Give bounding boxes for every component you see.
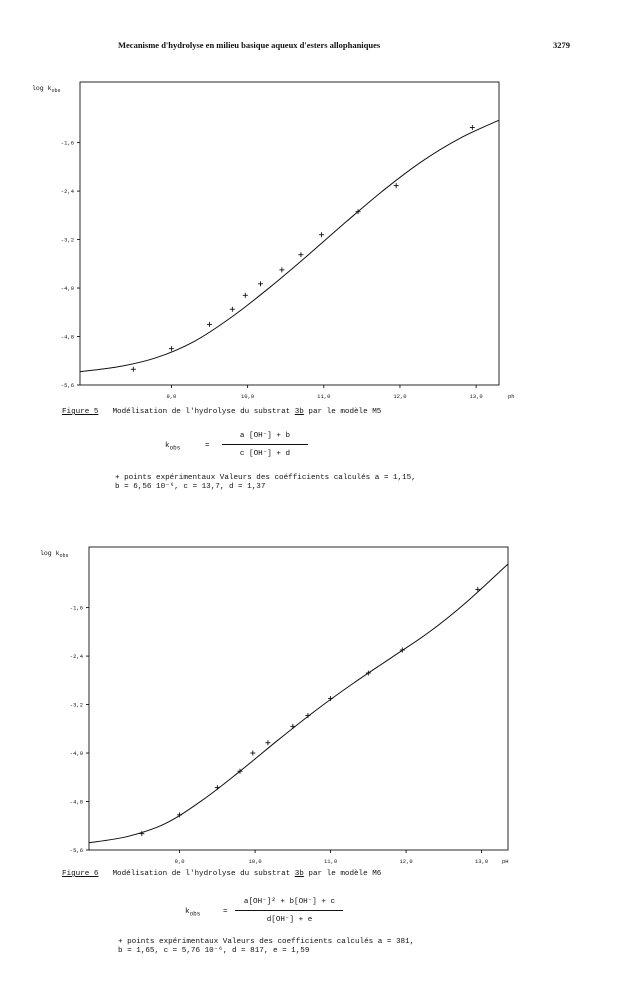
- data-point: [169, 346, 174, 351]
- figure-5-chart: [30, 80, 520, 410]
- fraction-bar: [235, 910, 343, 911]
- y-axis-label-main: log k: [40, 550, 60, 557]
- formula-k: k: [185, 908, 190, 916]
- x-tick-label: 10,0: [248, 858, 262, 865]
- x-tick-label: 11,0: [323, 858, 338, 865]
- caption-model: par le modèle M6: [303, 870, 382, 878]
- data-point: [475, 587, 480, 592]
- running-header: [0, 40, 625, 56]
- substrate-ref: 3b: [294, 870, 304, 878]
- formula-numerator: a[OH⁻]² + b[OH⁻] + c: [243, 898, 336, 906]
- figure-6-label: Figure 6: [62, 870, 99, 878]
- formula-equals: =: [205, 442, 210, 450]
- model-curve: [80, 120, 499, 372]
- figure-5-formula: [165, 427, 365, 467]
- figure-5-notes: [115, 474, 416, 492]
- notes-line-1: + points expérimentaux Valeurs des coéfficients calculés a = 1,15,: [115, 474, 416, 482]
- notes-line-1: + points expérimentaux Valeurs des coefficients calculés a = 381,: [118, 938, 415, 946]
- y-tick-label: -3,2: [60, 236, 74, 244]
- y-tick-label: -2,4: [69, 653, 83, 661]
- x-tick-label: 11,0: [317, 393, 331, 400]
- data-point: [279, 267, 284, 272]
- x-axis-label: ph: [508, 393, 515, 400]
- y-tick-label: -1,6: [69, 604, 83, 612]
- y-axis-label: [32, 85, 61, 94]
- y-tick-label: -2,4: [60, 188, 74, 196]
- data-point: [207, 322, 212, 327]
- fraction-bar: [222, 444, 308, 445]
- figure-6-caption: [62, 870, 381, 878]
- y-tick-label: -4,0: [69, 750, 83, 758]
- figure-6-formula: [185, 892, 405, 934]
- caption-model: par le modèle M5: [303, 408, 382, 416]
- formula-equals: =: [223, 908, 228, 916]
- formula-denominator: c [OH⁻] + d: [239, 450, 291, 458]
- running-title: Mecanisme d'hydrolyse en milieu basique aqueux d'esters allophaniques: [118, 40, 381, 50]
- notes-line-2: b = 6,56 10⁻⁶, c = 13,7, d = 1,37: [115, 483, 266, 491]
- data-point: [230, 307, 235, 312]
- data-point: [265, 740, 270, 745]
- data-point: [250, 751, 255, 756]
- figure-6-chart: [40, 545, 530, 875]
- y-axis-label-sub: obs: [51, 88, 61, 94]
- x-axis-label: pH: [502, 858, 509, 865]
- x-tick-label: 9,0: [166, 393, 177, 400]
- caption-text: Modélisation de l'hydrolyse du substrat: [112, 408, 295, 416]
- y-tick-label: -3,2: [69, 701, 83, 709]
- formula-denominator: d[OH⁻] + e: [266, 916, 313, 924]
- y-axis-label-sub: obs: [59, 553, 69, 559]
- data-point: [394, 183, 399, 188]
- x-ticks: [175, 850, 489, 865]
- x-tick-label: 12,0: [399, 858, 413, 865]
- data-point: [258, 281, 263, 286]
- y-tick-label: -4,8: [69, 798, 83, 806]
- page-number: 3279: [553, 40, 570, 50]
- formula-lhs: [165, 442, 180, 452]
- y-axis-label: [40, 550, 69, 559]
- figure-6-notes: [118, 938, 414, 956]
- plot-frame: [89, 547, 508, 850]
- data-point: [319, 232, 324, 237]
- data-point: [290, 724, 295, 729]
- x-tick-label: 12,0: [393, 393, 407, 400]
- data-point: [215, 785, 220, 790]
- y-tick-label: -5,6: [69, 847, 83, 854]
- data-point: [298, 252, 303, 257]
- y-tick-label: -4,0: [60, 285, 74, 293]
- x-tick-label: 9,0: [174, 858, 185, 865]
- formula-numerator: a [OH⁻] + b: [239, 432, 291, 440]
- y-ticks: [61, 140, 80, 389]
- y-axis-label-main: log k: [32, 85, 52, 92]
- formula-lhs: [185, 908, 200, 918]
- model-curve: [89, 564, 508, 843]
- formula-k-sub: obs: [169, 444, 181, 452]
- y-ticks: [70, 605, 89, 854]
- data-point: [131, 367, 136, 372]
- x-tick-label: 13,0: [474, 858, 489, 865]
- x-tick-label: 13,0: [469, 393, 483, 400]
- data-point: [470, 125, 475, 130]
- experimental-points: [131, 125, 475, 372]
- notes-line-2: b = 1,65, c = 5,76 10⁻⁶, d = 817, e = 1,59: [118, 947, 310, 955]
- caption-text: Modélisation de l'hydrolyse du substrat: [112, 870, 295, 878]
- x-ticks: [166, 385, 482, 400]
- formula-k: k: [165, 442, 170, 450]
- y-tick-label: -1,6: [60, 139, 74, 147]
- experimental-points: [139, 587, 480, 836]
- x-tick-label: 10,0: [240, 393, 255, 400]
- figure-5-caption: [62, 408, 381, 416]
- formula-k-sub: obs: [189, 910, 201, 918]
- plot-frame: [80, 82, 499, 385]
- figure-5-label: Figure 5: [62, 408, 99, 416]
- y-tick-label: -5,6: [60, 382, 74, 389]
- y-tick-label: -4,8: [60, 333, 74, 341]
- substrate-ref: 3b: [294, 408, 304, 416]
- data-point: [243, 293, 248, 298]
